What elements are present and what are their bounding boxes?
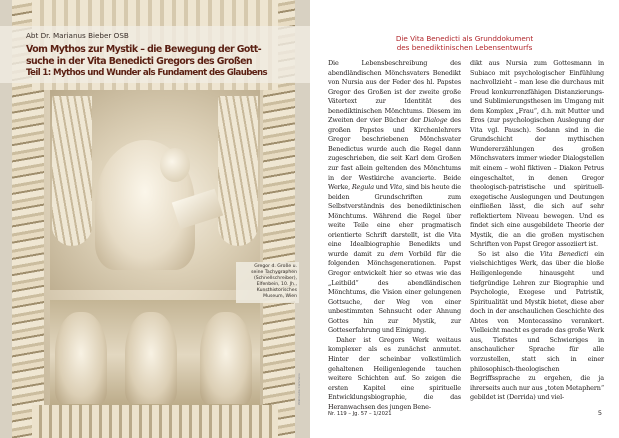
headline-line: suche in der Vita Benedicti Gregors des Großen <box>26 56 253 67</box>
caption-line: Elfenbein, 10. Jh., <box>256 282 297 288</box>
text-run: ein vielschichtiges Werk, das über die bloße Heiligenlegende hinausgeht und tiefgründige Lehren zur Biographie und Psychologie, Exegese und Patristik, Spiritualität und Mystik bietet, diese aber doch in der anschaulichen Geschichte des Abtes von Montecassino verankert. Vielleicht macht es gerade das große Werk aus, Tiefstes und Schwieriges in anschaulicher Sprache für alle vorzustellen, statt sich in einer philosophisch-theologischen Begriffssprache zu ergehen, die ja ihrerseits auch nur aus „toten Metaphern“ gebildet ist (Derrida) und viel- <box>470 249 604 402</box>
paragraph <box>328 59 461 336</box>
caption-line: Museum, Wien <box>263 294 297 300</box>
title-overlay <box>0 26 310 83</box>
image-caption <box>236 262 299 303</box>
section-heading-line: des benediktinischen Lebensentwurfs <box>396 43 533 53</box>
gregory-head <box>160 148 190 182</box>
text-run: So ist also die <box>478 249 540 258</box>
scribe-figure <box>200 312 252 404</box>
acanthus-base <box>32 405 278 438</box>
curtain-left <box>52 96 92 246</box>
text-run: Die Lebensbeschreibung des abendländischen Mönchsvaters Benedikt von Nursia aus der Feder des hl. Papstes Gregor des Großen ist der zweite große Vätertext zur Identität des benediktinischen Mönchtums. Diesem im Zweiten der vier Bücher der <box>328 59 461 125</box>
italic-text: dem <box>389 249 404 258</box>
scribe-figure <box>55 312 107 404</box>
text-run: und <box>373 183 390 192</box>
page-number: 5 <box>597 409 602 417</box>
headline-line: Vom Mythos zur Mystik – die Bewegung der Gott- <box>26 44 262 55</box>
right-page <box>310 0 619 438</box>
paragraph: Daher ist Gregors Werk weitaus komplexer als es zunächst anmutet. Hinter der scheinbar volkstümlich gehaltenen Heiligenlegende tauchen weitere Schichten auf. So zeigen die ersten Kapitel eine spirituelle Entwicklungsbiographie, die das Heranwachsen des jungen Bene- <box>328 335 461 411</box>
caption-line: (Schnellschreiber), <box>253 276 297 282</box>
italic-text: Vita <box>389 183 403 192</box>
text-column-1 <box>328 59 461 411</box>
issue-folio: Nr. 119 – Jg. 57 – 1/2021 <box>328 411 392 417</box>
text-run: Vorbild für die folgenden Mönchsgenerationen. Papst Gregor entwickelt hier so etwas wie das „Leitbild“ des abendländischen Mönchtums, die Vision einer gelungenen Gottsuche, der Weg von einer unbestimmten Sehnsucht oder Ahnung Gottes hin zur Mystik, zur Gotteserfahrung und Einigung. <box>328 249 461 335</box>
paragraph: dikt aus Nursia zum Gottesmann in Subiaco mit psychologischer Einfühlung nachvollzieht – man lese die durchaus mit Freud konkurrenzfähigen Distanzierungs- und Sublimierungsthesen im Umgang mit dem Komplex „Frau“, d.h. mit Mutter und Eros (zur psychologischen Auslegung der Vita vgl. Pausch). Sodann sind in die Grundschicht der mythischen Wundererzählungen des großen Mönchsvaters immer wieder Dialogstellen mit einem – wohl fiktiven – Diakon Petrus eingeschaltet, in denen Gregor theologisch-patristische und spirituell-exegetische Auslegungen und Deutungen einfließen lässt, die sich auf sehr reflektiertem Niveau bewegen. Und es findet sich eine ausgebildete Theorie der Mystik, die an die großen mystischen Schriften von Papst Gregor assoziiert ist. <box>470 59 604 249</box>
section-heading <box>310 34 619 53</box>
author-line: Abt Dr. Marianus Bieber OSB <box>26 31 129 40</box>
text-run: des großen Papstes und Kirchenlehrers Gregor beschriebenen Mönchsvater Benedictus wurde auch die Regel dann zugeschrieben, die seit Karl dem Großen zur fast allein geltenden des Mönchtums in der Westkirche avancierte. Beide Werke, <box>328 116 461 192</box>
caption-line: seine Tachygraphen <box>251 270 297 276</box>
italic-text: Dialoge <box>423 116 448 125</box>
photo-credit: Wikimedia Commons <box>297 373 301 405</box>
caption-line: Gregor d. Große u. <box>254 264 297 269</box>
italic-text: Vita Benedicti <box>539 249 589 258</box>
text-run: , sind bis heute die beiden Grundschriften zum Selbstverständnis des benediktinischen Mönchtums. Während die Regel über weite Teile eine eher pragmatisch orientierte Schrift darstellt, ist die Vita eine Idealbiographie Benedikts und wurde damit zu <box>328 183 461 258</box>
article-headline <box>26 44 306 68</box>
text-column-2 <box>470 59 604 405</box>
scribe-figure <box>125 312 177 404</box>
paragraph <box>470 250 604 403</box>
italic-text: Regula <box>351 183 374 192</box>
caption-line: Kunsthistorisches <box>256 288 297 294</box>
curtain-right <box>218 96 258 246</box>
article-subheadline: Teil 1: Mythos und Wunder als Fundament des Glaubens <box>26 68 268 78</box>
section-heading-line: Die Vita Benedicti als Grunddokument <box>395 34 534 43</box>
